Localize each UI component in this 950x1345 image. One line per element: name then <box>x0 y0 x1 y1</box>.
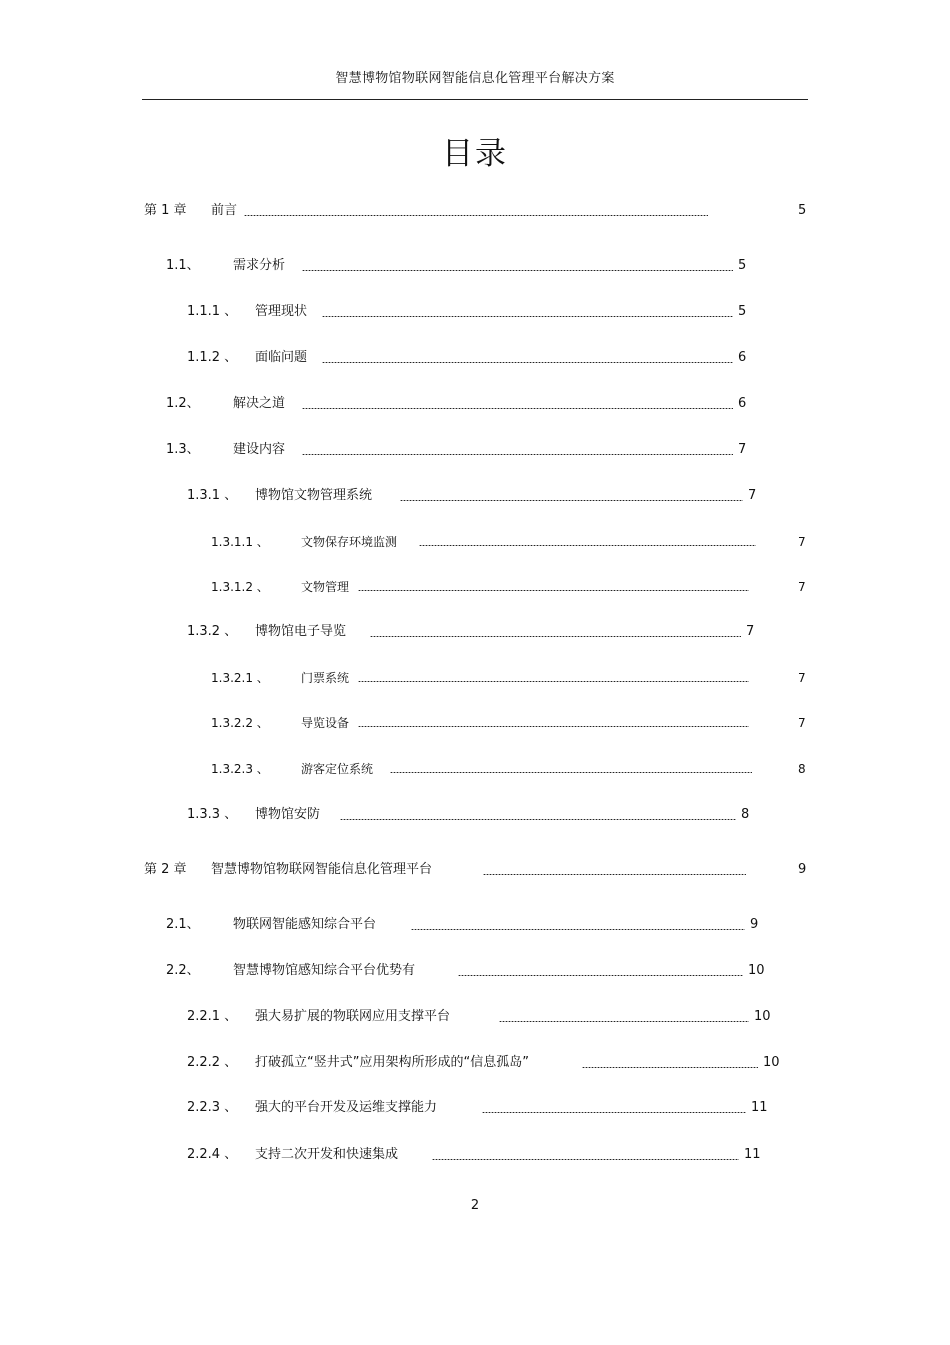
toc-entry-label: 导览设备 <box>301 716 350 730</box>
toc-entry-number: 1.1、 <box>166 258 200 273</box>
toc-entry-label: 管理现状 <box>255 304 308 319</box>
toc-entry-1-3-2[interactable] <box>0 622 950 642</box>
toc-entry-2-2-2[interactable] <box>0 1053 950 1073</box>
toc-entry-page: 7 <box>746 624 755 639</box>
toc-entry-label: 游客定位系统 <box>301 762 374 776</box>
toc-entry-1-1-2[interactable] <box>0 348 950 368</box>
toc-entry-number: 2.2.1 、 <box>187 1009 238 1024</box>
toc-entry-page: 7 <box>738 442 747 457</box>
toc-entry-number: 1.2、 <box>166 396 200 411</box>
toc-entry-label: 物联网智能感知综合平台 <box>233 917 377 932</box>
toc-entry-1-3-3[interactable] <box>0 805 950 825</box>
toc-leader <box>458 975 743 976</box>
toc-leader <box>400 500 743 501</box>
toc-entry-number: 1.3.1.1 、 <box>211 535 269 549</box>
toc-leader <box>358 726 749 727</box>
toc-entry-label: 强大易扩展的物联网应用支撑平台 <box>255 1009 451 1024</box>
toc-entry-number: 2.2.4 、 <box>187 1147 238 1162</box>
toc-entry-2-2[interactable] <box>0 961 950 981</box>
toc-leader <box>390 772 752 773</box>
toc-entry-2-2-3[interactable] <box>0 1098 950 1118</box>
toc-entry-1-3-1[interactable] <box>0 486 950 506</box>
toc-leader <box>483 874 746 875</box>
toc-entry-1-3-2-3[interactable] <box>0 759 950 779</box>
toc-leader <box>340 819 736 820</box>
toc-entry-page: 5 <box>798 203 807 218</box>
toc-entry-label: 需求分析 <box>233 258 286 273</box>
toc-entry-number: 1.1.1 、 <box>187 304 238 319</box>
toc-entry-page: 10 <box>763 1055 780 1070</box>
toc-entry-page: 11 <box>744 1147 761 1162</box>
toc-entry-chapter-1[interactable] <box>0 201 950 221</box>
toc-leader <box>322 362 733 363</box>
toc-entry-number: 2.2.2 、 <box>187 1055 238 1070</box>
toc-entry-number: 1.3.1 、 <box>187 488 238 503</box>
toc-entry-label: 面临问题 <box>255 350 308 365</box>
toc-entry-label: 支持二次开发和快速集成 <box>255 1147 399 1162</box>
toc-entry-label: 博物馆文物管理系统 <box>255 488 373 503</box>
toc-leader <box>432 1159 739 1160</box>
toc-entry-1-3[interactable] <box>0 440 950 460</box>
toc-entry-number: 1.3.2.3 、 <box>211 762 269 776</box>
toc-entry-page: 8 <box>741 807 750 822</box>
toc-leader <box>358 590 749 591</box>
toc-entry-1-1-1[interactable] <box>0 302 950 322</box>
toc-entry-number: 1.3.1.2 、 <box>211 580 269 594</box>
toc-entry-page: 5 <box>738 258 747 273</box>
toc-entry-page: 10 <box>754 1009 771 1024</box>
toc-leader <box>322 316 733 317</box>
toc-entry-number: 第 2 章 <box>144 862 187 877</box>
toc-entry-page: 5 <box>738 304 747 319</box>
toc-leader <box>370 636 741 637</box>
toc-entry-page: 7 <box>798 580 806 594</box>
toc-entry-1-3-1-1[interactable] <box>0 532 950 552</box>
toc-leader <box>482 1112 746 1113</box>
toc-entry-page: 7 <box>798 671 806 685</box>
toc-entry-2-2-4[interactable] <box>0 1145 950 1165</box>
toc-entry-label: 博物馆电子导览 <box>255 624 347 639</box>
toc-leader <box>302 270 733 271</box>
toc-entry-number: 1.3.2.2 、 <box>211 716 269 730</box>
toc-entry-label: 智慧博物馆物联网智能信息化管理平台 <box>211 862 433 877</box>
toc-entry-label: 强大的平台开发及运维支撑能力 <box>255 1100 438 1115</box>
toc-leader <box>302 454 733 455</box>
header-rule <box>142 99 808 100</box>
toc-leader <box>302 408 733 409</box>
toc-entry-page: 7 <box>798 535 806 549</box>
toc-entry-page: 10 <box>748 963 765 978</box>
toc-entry-label: 前言 <box>211 203 238 218</box>
toc-entry-number: 第 1 章 <box>144 203 187 218</box>
toc-entry-page: 11 <box>751 1100 768 1115</box>
toc-entry-label: 建设内容 <box>233 442 286 457</box>
toc-entry-page: 7 <box>798 716 806 730</box>
toc-entry-page: 9 <box>750 917 759 932</box>
toc-entry-number: 2.1、 <box>166 917 200 932</box>
toc-leader <box>582 1067 758 1068</box>
toc-entry-chapter-2[interactable] <box>0 860 950 880</box>
toc-leader <box>358 681 749 682</box>
toc-entry-label: 文物管理 <box>301 580 350 594</box>
toc-entry-label: 打破孤立“竖井式”应用架构所形成的“信息孤岛” <box>255 1055 529 1070</box>
toc-entry-label: 博物馆安防 <box>255 807 321 822</box>
toc-entry-page: 8 <box>798 762 806 776</box>
toc-entry-page: 7 <box>748 488 757 503</box>
toc-entry-page: 9 <box>798 862 807 877</box>
toc-entry-label: 文物保存环境监测 <box>301 535 398 549</box>
toc-leader <box>419 545 756 546</box>
toc-entry-page: 6 <box>738 396 747 411</box>
toc-entry-1-3-2-2[interactable] <box>0 713 950 733</box>
toc-entry-1-2[interactable] <box>0 394 950 414</box>
page-number: 2 <box>470 1198 480 1213</box>
toc-leader <box>411 929 745 930</box>
toc-entry-1-3-1-2[interactable] <box>0 577 950 597</box>
toc-entry-label: 智慧博物馆感知综合平台优势有 <box>233 963 416 978</box>
toc-entry-1-1[interactable] <box>0 256 950 276</box>
toc-entry-number: 1.3、 <box>166 442 200 457</box>
toc-leader <box>499 1021 749 1022</box>
toc-entry-2-1[interactable] <box>0 915 950 935</box>
toc-entry-2-2-1[interactable] <box>0 1007 950 1027</box>
toc-entry-number: 1.3.2 、 <box>187 624 238 639</box>
toc-leader <box>244 215 708 216</box>
toc-entry-label: 解决之道 <box>233 396 286 411</box>
toc-title: 目录 <box>442 136 508 172</box>
toc-entry-number: 1.3.2.1 、 <box>211 671 269 685</box>
toc-entry-page: 6 <box>738 350 747 365</box>
toc-entry-number: 1.1.2 、 <box>187 350 238 365</box>
toc-entry-label: 门票系统 <box>301 671 350 685</box>
toc-entry-number: 2.2、 <box>166 963 200 978</box>
toc-entry-number: 1.3.3 、 <box>187 807 238 822</box>
toc-entry-1-3-2-1[interactable] <box>0 668 950 688</box>
toc-entry-number: 2.2.3 、 <box>187 1100 238 1115</box>
running-header: 智慧博物馆物联网智能信息化管理平台解决方案 <box>335 71 615 86</box>
